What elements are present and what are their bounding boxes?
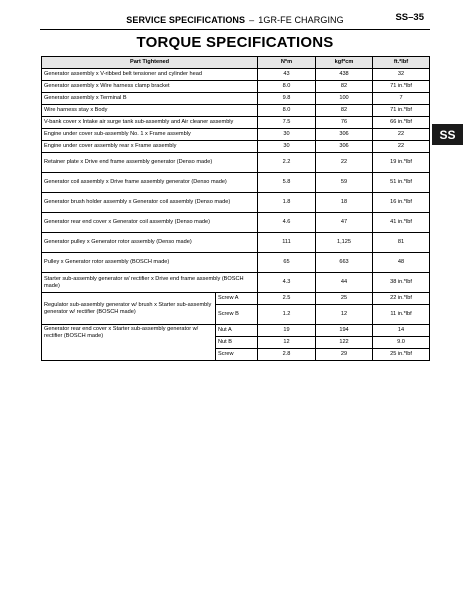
- ft-cell: 7: [373, 93, 430, 105]
- part-cell: Starter sub-assembly generator w/ rectifier x Drive end frame assembly (BOSCH made): [42, 273, 258, 293]
- table-row: [42, 273, 430, 293]
- table-row: [42, 193, 430, 213]
- part-cell: V-bank cover x Intake air surge tank sub-assembly and Air cleaner assembly: [42, 117, 258, 129]
- kgf-cell: 82: [316, 105, 373, 117]
- col-ft-header: ft.*lbf: [373, 57, 430, 69]
- table-row: [42, 141, 430, 153]
- nm-cell: 19: [258, 325, 316, 337]
- kgf-cell: 306: [316, 129, 373, 141]
- part-cell: Generator assembly x Terminal B: [42, 93, 258, 105]
- kgf-cell: 22: [316, 153, 373, 173]
- nm-cell: 1.2: [258, 305, 316, 325]
- ft-cell: 9.0: [373, 337, 430, 349]
- ft-cell: 14: [373, 325, 430, 337]
- nm-cell: 2.2: [258, 153, 316, 173]
- nm-cell: 8.0: [258, 81, 316, 93]
- kgf-cell: 82: [316, 81, 373, 93]
- nm-cell: 2.8: [258, 349, 316, 361]
- table-row: [42, 153, 430, 173]
- nm-cell: 7.5: [258, 117, 316, 129]
- nm-cell: 4.6: [258, 213, 316, 233]
- ft-cell: 81: [373, 233, 430, 253]
- ft-cell: 41 in.*lbf: [373, 213, 430, 233]
- ft-cell: 22 in.*lbf: [373, 293, 430, 305]
- part-cell: Generator pulley x Generator rotor assembly (Denso made): [42, 233, 258, 253]
- ft-cell: 22: [373, 129, 430, 141]
- table-row: [42, 293, 430, 305]
- part-cell: Generator assembly x Wire harness clamp bracket: [42, 81, 258, 93]
- table-row: [42, 233, 430, 253]
- kgf-cell: 44: [316, 273, 373, 293]
- part-cell: Generator brush holder assembly x Generator coil assembly (Denso made): [42, 193, 258, 213]
- part-cell: Regulator sub-assembly generator w/ brush x Starter sub-assembly generator w/ rectifier (BOSCH made): [42, 293, 216, 325]
- part-cell: Generator coil assembly x Drive frame assembly generator (Denso made): [42, 173, 258, 193]
- table-row: [42, 69, 430, 81]
- kgf-cell: 100: [316, 93, 373, 105]
- kgf-cell: 29: [316, 349, 373, 361]
- ft-cell: 19 in.*lbf: [373, 153, 430, 173]
- fastener-cell: Screw A: [216, 293, 258, 305]
- header-dash: –: [249, 15, 255, 25]
- table-row: [42, 117, 430, 129]
- part-cell: Generator rear end cover x Starter sub-assembly generator w/ rectifier (BOSCH made): [42, 325, 216, 361]
- fastener-cell: Nut A: [216, 325, 258, 337]
- table-row: [42, 213, 430, 233]
- ft-cell: 16 in.*lbf: [373, 193, 430, 213]
- nm-cell: 12: [258, 337, 316, 349]
- kgf-cell: 25: [316, 293, 373, 305]
- table-row: [42, 105, 430, 117]
- ft-cell: 71 in.*lbf: [373, 105, 430, 117]
- part-cell: Engine under cover assembly rear x Frame assembly: [42, 141, 258, 153]
- ft-cell: 51 in.*lbf: [373, 173, 430, 193]
- nm-cell: 43: [258, 69, 316, 81]
- kgf-cell: 438: [316, 69, 373, 81]
- ft-cell: 71 in.*lbf: [373, 81, 430, 93]
- ft-cell: 66 in.*lbf: [373, 117, 430, 129]
- nm-cell: 111: [258, 233, 316, 253]
- kgf-cell: 47: [316, 213, 373, 233]
- section-title: SERVICE SPECIFICATIONS: [126, 15, 246, 25]
- part-cell: Pulley x Generator rotor assembly (BOSCH made): [42, 253, 258, 273]
- table-row: [42, 93, 430, 105]
- table-row: [42, 173, 430, 193]
- nm-cell: 5.8: [258, 173, 316, 193]
- nm-cell: 1.8: [258, 193, 316, 213]
- kgf-cell: 306: [316, 141, 373, 153]
- table-row: [42, 129, 430, 141]
- kgf-cell: 59: [316, 173, 373, 193]
- nm-cell: 30: [258, 129, 316, 141]
- nm-cell: 4.3: [258, 273, 316, 293]
- page-id: SS–35: [395, 12, 424, 23]
- kgf-cell: 12: [316, 305, 373, 325]
- nm-cell: 2.5: [258, 293, 316, 305]
- kgf-cell: 18: [316, 193, 373, 213]
- nm-cell: 30: [258, 141, 316, 153]
- fastener-cell: Nut B: [216, 337, 258, 349]
- kgf-cell: 76: [316, 117, 373, 129]
- nm-cell: 65: [258, 253, 316, 273]
- page-header: [40, 12, 430, 28]
- ft-cell: 11 in.*lbf: [373, 305, 430, 325]
- ft-cell: 38 in.*lbf: [373, 273, 430, 293]
- part-cell: Engine under cover sub-assembly No. 1 x Frame assembly: [42, 129, 258, 141]
- kgf-cell: 194: [316, 325, 373, 337]
- subsection-title: 1GR-FE CHARGING: [258, 15, 344, 25]
- part-cell: Generator rear end cover x Generator coil assembly (Denso made): [42, 213, 258, 233]
- ft-cell: 32: [373, 69, 430, 81]
- table-header-row: [42, 57, 430, 69]
- part-cell: Wire harness stay x Body: [42, 105, 258, 117]
- section-tab: SS: [432, 124, 463, 145]
- fastener-cell: Screw: [216, 349, 258, 361]
- ft-cell: 22: [373, 141, 430, 153]
- part-cell: Generator assembly x V-ribbed belt tensioner and cylinder head: [42, 69, 258, 81]
- fastener-cell: Screw B: [216, 305, 258, 325]
- ft-cell: 48: [373, 253, 430, 273]
- page-title: TORQUE SPECIFICATIONS: [136, 34, 334, 51]
- table-row: [42, 253, 430, 273]
- kgf-cell: 663: [316, 253, 373, 273]
- col-nm-header: N*m: [258, 57, 316, 69]
- nm-cell: 9.8: [258, 93, 316, 105]
- part-cell: Retainer plate x Drive end frame assembly generator (Denso made): [42, 153, 258, 173]
- header-divider: [40, 29, 430, 30]
- torque-table: [41, 56, 430, 361]
- table-row: [42, 325, 430, 337]
- ft-cell: 25 in.*lbf: [373, 349, 430, 361]
- nm-cell: 8.0: [258, 105, 316, 117]
- table-row: [42, 81, 430, 93]
- kgf-cell: 1,125: [316, 233, 373, 253]
- col-kgf-header: kgf*cm: [316, 57, 373, 69]
- col-part-header: Part Tightened: [42, 57, 258, 69]
- kgf-cell: 122: [316, 337, 373, 349]
